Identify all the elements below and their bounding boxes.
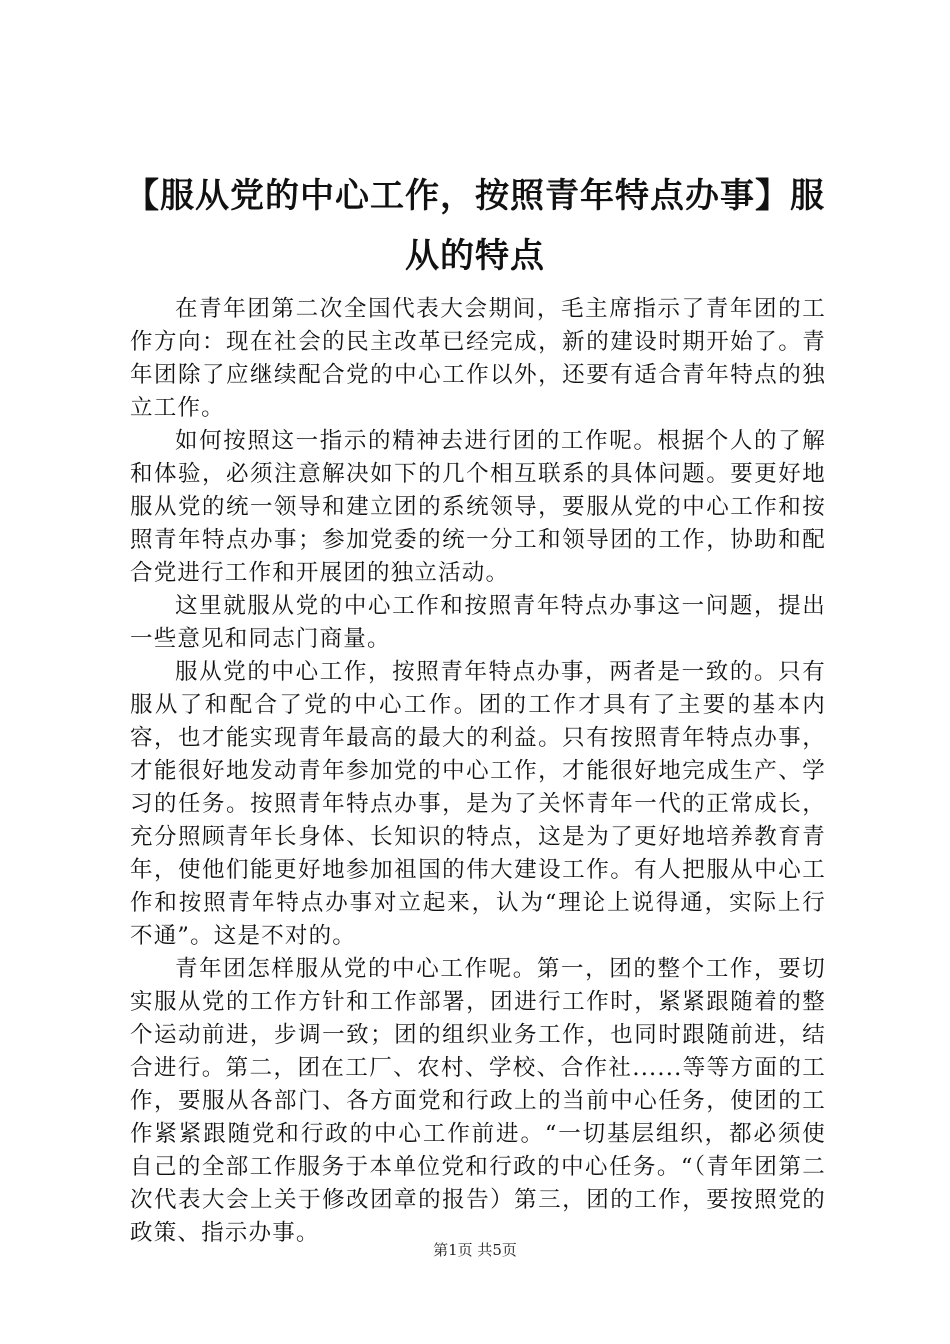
paragraph-1: 在青年团第二次全国代表大会期间，毛主席指示了青年团的工作方向：现在社会的民主改革已经完成，新的建设时期开始了。青年团除了应继续配合党的中心工作以外，还要有适合青年特点的独立工作。: [130, 296, 826, 421]
document-title: 【服从党的中心工作，按照青年特点办事】服从的特点: [125, 176, 825, 276]
paragraph-4: 服从党的中心工作，按照青年特点办事，两者是一致的。只有服从了和配合了党的中心工作。团的工作才具有了主要的基本内容，也才能实现青年最高的最大的利益。只有按照青年特点办事，才能很好地发动青年参加党的中心工作，才能很好地完成生产、学习的任务。按照青年特点办事，是为了关怀青年一代的正常成长，充分照顾青年长身体、长知识的特点，这是为了更好地培养教育青年，使他们能更好地参加祖国的伟大建设工作。有人把服从中心工作和按照青年特点办事对立起来，认为“理论上说得通，实际上行不通”。这是不对的。: [130, 659, 826, 949]
document-body: [130, 293, 826, 1250]
paragraph-3: 这里就服从党的中心工作和按照青年特点办事这一问题，提出一些意见和同志门商量。: [130, 593, 826, 652]
paragraph-5: 青年团怎样服从党的中心工作呢。第一，团的整个工作，要切实服从党的工作方针和工作部署，团进行工作时，紧紧跟随着的整个运动前进，步调一致；团的组织业务工作，也同时跟随前进，结合进行。第二，团在工厂、农村、学校、合作社......等等方面的工作，要服从各部门、各方面党和行政上的当前中心任务，使团的工作紧紧跟随党和行政的中心工作前进。“一切基层组织，都必须使自己的全部工作服务于本单位党和行政的中心任务。“（青年团第二次代表大会上关于修改团章的报告）第三，团的工作，要按照党的政策、指示办事。: [130, 956, 826, 1246]
page-number-footer: 第1页 共5页: [433, 1241, 517, 1259]
paragraph-2: 如何按照这一指示的精神去进行团的工作呢。根据个人的了解和体验，必须注意解决如下的几个相互联系的具体问题。要更好地服从党的统一领导和建立团的系统领导，要服从党的中心工作和按照青年特点办事；参加党委的统一分工和领导团的工作，协助和配合党进行工作和开展团的独立活动。: [130, 428, 826, 586]
